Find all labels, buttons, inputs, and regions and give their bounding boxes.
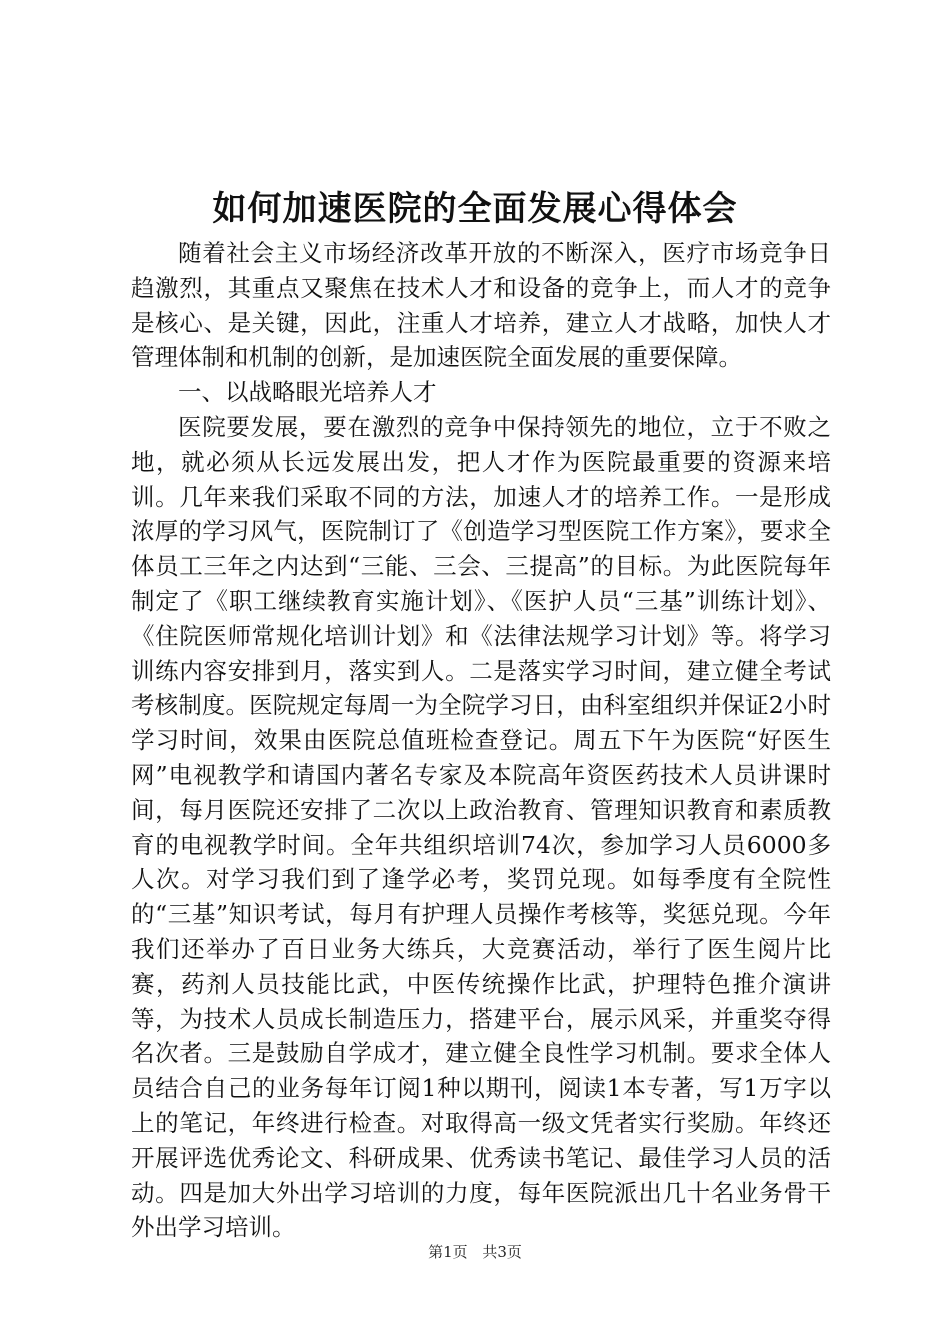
page-footer [0,1240,950,1264]
document-body [131,236,831,1245]
intro-paragraph: 随着社会主义市场经济改革开放的不断深入，医疗市场竞争日趋激烈，其重点又聚焦在技术人才和设备的竞争上，而人才的竞争是核心、是关键，因此，注重人才培养，建立人才战略，加快人才管理体制和机制的创新，是加速医院全面发展的重要保障。 [131,239,831,372]
page-number: 第1页 [428,1243,468,1261]
page-total: 共3页 [482,1243,522,1261]
document-title: 如何加速医院的全面发展心得体会 [212,189,738,229]
section-paragraph: 医院要发展，要在激烈的竞争中保持领先的地位，立于不败之地，就必须从长远发展出发，把人才作为医院最重要的资源来培训。几年来我们采取不同的方法，加速人才的培养工作。一是形成浓厚的学习风气，医院制订了《创造学习型医院工作方案》，要求全体员工三年之内达到“三能、三会、三提高”的目标。为此医院每年制定了《职工继续教育实施计划》、《医护人员“三基”训练计划》、《住院医师常规化培训计划》和《法律法规学习计划》等。将学习训练内容安排到月，落实到人。二是落实学习时间，建立健全考试考核制度。医院规定每周一为全院学习日，由科室组织并保证2小时学习时间，效果由医院总值班检查登记。周五下午为医院“好医生网”电视教学和请国内著名专家及本院高年资医药技术人员讲课时间，每月医院还安排了二次以上政治教育、管理知识教育和素质教育的电视教学时间。全年共组织培训74次，参加学习人员6000多人次。对学习我们到了逢学必考，奖罚兑现。如每季度有全院性的“三基”知识考试，每月有护理人员操作考核等，奖惩兑现。今年我们还举办了百日业务大练兵，大竞赛活动，举行了医生阅片比赛，药剂人员技能比武，中医传统操作比武，护理特色推介演讲等，为技术人员成长制造压力，搭建平台，展示风采，并重奖夺得名次者。三是鼓励自学成才，建立健全良性学习机制。要求全体人员结合自己的业务每年订阅1种以期刊，阅读1本专著，写1万字以上的笔记，年终进行检查。对取得高一级文凭者实行奖励。年终还开展评选优秀论文、科研成果、优秀读书笔记、最佳学习人员的活动。四是加大外出学习培训的力度，每年医院派出几十名业务骨干外出学习培训。 [131,412,831,1242]
section-heading: 一、以战略眼光培养人才 [178,378,437,407]
